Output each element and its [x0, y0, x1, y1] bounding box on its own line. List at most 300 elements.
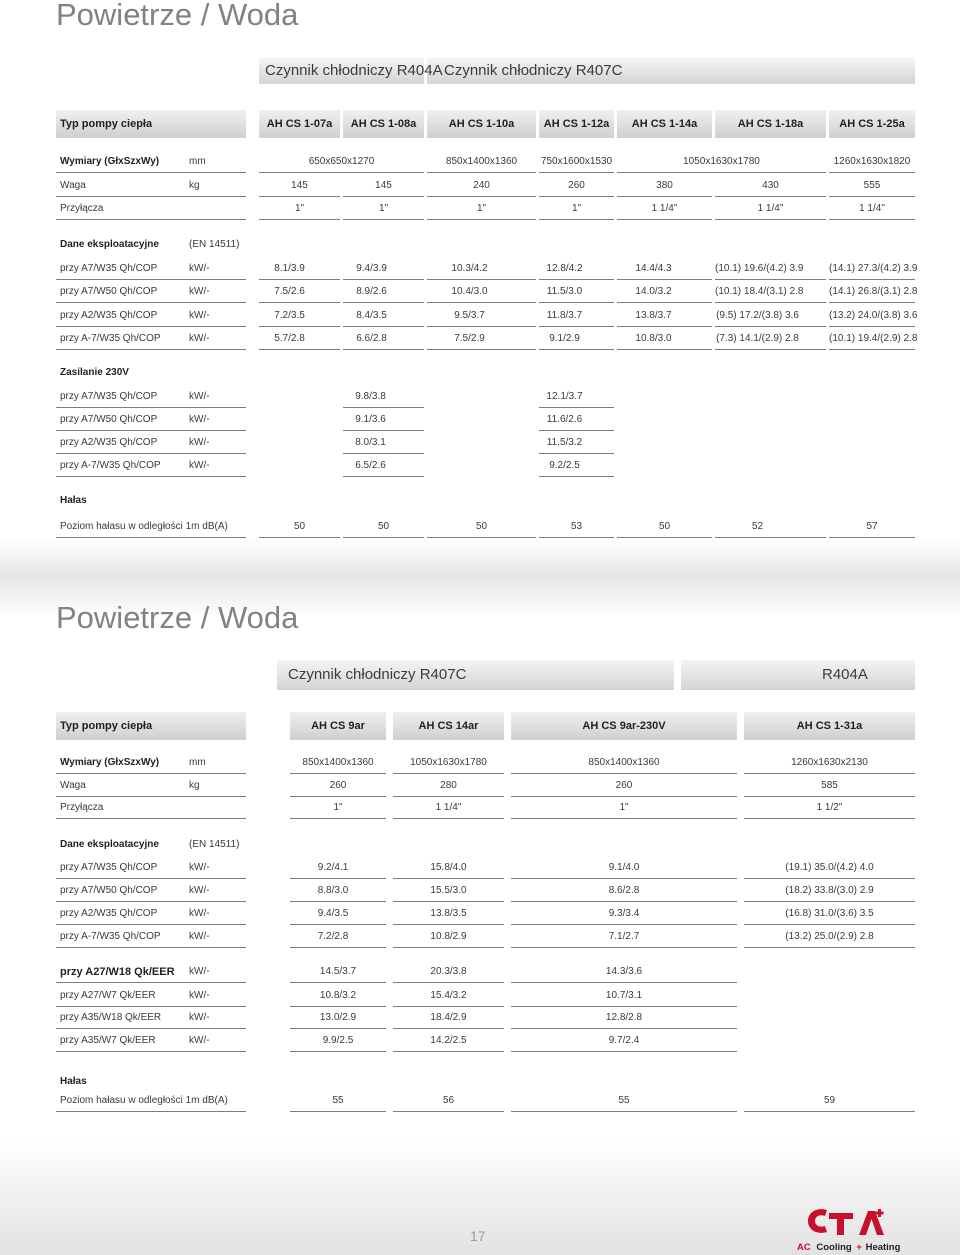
- value-cell: 12.8/4.2: [546, 263, 583, 274]
- operating-data-title: Dane eksploatacyjne: [60, 839, 159, 850]
- cell-rule: [393, 901, 504, 902]
- row-label: przy A7/W50 Qh/COP: [60, 286, 158, 297]
- row-unit: mm: [189, 757, 206, 768]
- value-cell: 1": [333, 802, 343, 813]
- cell-rule: [511, 901, 737, 902]
- row-label: przy A7/W50 Qh/COP: [60, 414, 158, 425]
- cell-rule: [617, 349, 712, 350]
- value-cell: 11.6/2.6: [546, 414, 583, 425]
- value-cell: 8.0/3.1: [355, 437, 386, 448]
- cell-rule: [829, 349, 915, 350]
- value-cell: (14.1) 27.3/(4.2) 3.9: [829, 263, 918, 274]
- value-cell: 260: [568, 180, 585, 191]
- row-unit: kW/-: [189, 885, 210, 896]
- label-rule: [56, 219, 246, 220]
- cell-rule: [343, 349, 424, 350]
- cell-rule: [511, 982, 737, 983]
- cell-rule: [617, 537, 712, 538]
- value-cell: 15.8/4.0: [430, 862, 467, 873]
- cell-rule: [259, 326, 340, 327]
- refrigerant-header-r404a-2: [681, 660, 915, 690]
- row-label: Przyłącza: [60, 802, 104, 813]
- label-rule: [56, 773, 246, 774]
- cell-rule: [744, 1111, 915, 1112]
- label-rule: [56, 302, 246, 303]
- refrigerant-label-r404a-2: R404A: [822, 666, 868, 683]
- cell-rule: [393, 878, 504, 879]
- row-label: przy A7/W35 Qh/COP: [60, 263, 158, 274]
- cell-rule: [617, 219, 712, 220]
- cell-rule: [744, 796, 915, 797]
- cell-rule: [829, 219, 915, 220]
- value-cell: 9.4/3.5: [317, 908, 349, 919]
- value-cell: 1 1/4": [435, 802, 462, 813]
- row-label: przy A-7/W35 Qh/COP: [60, 931, 161, 942]
- value-cell: 14.4/4.3: [635, 263, 672, 274]
- cell-rule: [539, 453, 614, 454]
- value-cell: 9.4/3.9: [356, 263, 387, 274]
- cell-rule: [343, 476, 424, 477]
- cell-rule: [539, 172, 614, 173]
- row-label: Waga: [60, 180, 86, 191]
- cell-rule: [343, 196, 424, 197]
- cell-rule: [393, 1051, 504, 1052]
- value-cell: 9.3/3.4: [608, 908, 640, 919]
- row-label: przy A35/W7 Qk/EER: [60, 1035, 156, 1046]
- row-label: Wymiary (GłxSzxWy): [60, 156, 160, 167]
- label-rule: [56, 924, 246, 925]
- cell-rule: [393, 796, 504, 797]
- table2-title: Powietrze / Woda: [56, 600, 299, 635]
- label-rule: [56, 947, 246, 948]
- value-cell: 10.8/3.2: [319, 990, 357, 1001]
- value-cell: 13.0/2.9: [319, 1012, 357, 1023]
- value-cell: 1": [619, 802, 629, 813]
- label-rule: [56, 1028, 246, 1029]
- table1-title: Powietrze / Woda: [56, 0, 299, 32]
- cell-rule: [343, 219, 424, 220]
- cell-rule: [427, 326, 536, 327]
- row-label: Wymiary (GłxSzxWy): [60, 757, 160, 768]
- model-header-label: AH CS 1-10a: [448, 118, 515, 130]
- cell-rule: [343, 407, 424, 408]
- noise-title: Hałas: [60, 1076, 87, 1087]
- value-cell: 5.7/2.8: [274, 333, 305, 344]
- value-cell: 555: [863, 180, 881, 191]
- cell-rule: [829, 196, 915, 197]
- value-cell: 11.5/3.2: [546, 437, 583, 448]
- label-rule: [56, 818, 246, 819]
- value-cell: 145: [291, 180, 308, 191]
- cell-rule: [744, 773, 915, 774]
- model-header-label: AH CS 1-12a: [543, 118, 610, 130]
- label-rule: [56, 407, 246, 408]
- cell-rule: [744, 878, 915, 879]
- noise-cell: 52: [751, 521, 764, 532]
- cell-rule: [744, 901, 915, 902]
- value-cell: 9.7/2.4: [608, 1035, 640, 1046]
- row-unit: kW/-: [189, 310, 210, 321]
- power-230v-title: Zasilanie 230V: [60, 367, 129, 378]
- dimension-cell: 1260x1630x1820: [833, 156, 911, 167]
- dimension-cell: 650x650x1270: [308, 156, 375, 167]
- value-cell: 10.3/4.2: [451, 263, 488, 274]
- cell-rule: [290, 878, 386, 879]
- row-label: przy A2/W35 Qh/COP: [60, 908, 158, 919]
- cell-rule: [829, 279, 915, 280]
- cell-rule: [511, 1028, 737, 1029]
- cell-rule: [427, 279, 536, 280]
- value-cell: 9.9/2.5: [322, 1035, 354, 1046]
- refrigerant-label-r407c-2: Czynnik chłodniczy R407C: [288, 666, 467, 683]
- page-number: 17: [470, 1228, 486, 1244]
- value-cell: 9.1/3.6: [355, 414, 386, 425]
- noise-cell: 50: [475, 521, 488, 532]
- label-rule: [56, 1006, 246, 1007]
- value-cell: 15.5/3.0: [430, 885, 467, 896]
- type-header-label: Typ pompy ciepła: [60, 720, 153, 732]
- value-cell: (18.2) 33.8/(3.0) 2.9: [785, 885, 874, 896]
- cell-rule: [290, 901, 386, 902]
- cell-rule: [829, 537, 915, 538]
- row-label: przy A7/W35 Qh/COP: [60, 862, 158, 873]
- cell-rule: [539, 279, 614, 280]
- value-cell: 9.2/2.5: [549, 460, 580, 471]
- model-header-label: AH CS 1-14a: [631, 118, 698, 130]
- cell-rule: [393, 982, 504, 983]
- noise-cell: 50: [293, 521, 306, 532]
- row-unit: kW/-: [189, 1012, 210, 1023]
- cell-rule: [343, 430, 424, 431]
- cell-rule: [511, 773, 737, 774]
- model-header-label: AH CS 14ar: [418, 720, 479, 732]
- cell-rule: [617, 302, 712, 303]
- label-rule: [56, 172, 246, 173]
- label-rule: [56, 1051, 246, 1052]
- row-unit: kW/-: [189, 460, 210, 471]
- cell-rule: [511, 878, 737, 879]
- cell-rule: [715, 326, 826, 327]
- model-header-label: AH CS 9ar-230V: [582, 720, 666, 732]
- logo-tagline: [797, 1242, 901, 1253]
- cell-rule: [511, 924, 737, 925]
- row-unit: kW/-: [189, 263, 210, 274]
- cell-rule: [715, 302, 826, 303]
- cell-rule: [393, 1111, 504, 1112]
- cell-rule: [290, 947, 386, 948]
- cell-rule: [715, 279, 826, 280]
- value-cell: (13.2) 24.0/(3.8) 3.6: [829, 310, 918, 321]
- cell-rule: [829, 326, 915, 327]
- value-cell: 9.1/4.0: [608, 862, 640, 873]
- value-cell: (14.1) 26.8/(3.1) 2.8: [829, 286, 918, 297]
- value-cell: 12.1/3.7: [546, 391, 583, 402]
- label-rule: [56, 453, 246, 454]
- row-unit: kW/-: [189, 908, 210, 919]
- value-cell: 6.6/2.8: [356, 333, 387, 344]
- value-cell: 260: [329, 780, 347, 791]
- model-header-label: AH CS 1-07a: [266, 118, 333, 130]
- value-cell: 1": [571, 203, 582, 214]
- value-cell: 850x1400x1360: [588, 757, 660, 768]
- value-cell: 20.3/3.8: [430, 966, 467, 977]
- value-cell: (13.2) 25.0/(2.9) 2.8: [785, 931, 874, 942]
- row-label: przy A2/W35 Qh/COP: [60, 437, 158, 448]
- row-unit: kg: [189, 780, 200, 791]
- cell-rule: [427, 172, 536, 173]
- row-label: Przyłącza: [60, 203, 104, 214]
- value-cell: 8.8/3.0: [317, 885, 349, 896]
- model-header-label: AH CS 1-31a: [796, 720, 863, 732]
- value-cell: 13.8/3.5: [430, 908, 467, 919]
- value-cell: 11.8/3.7: [546, 310, 583, 321]
- cell-rule: [393, 1028, 504, 1029]
- dimension-cell: 750x1600x1530: [540, 156, 613, 167]
- cell-rule: [427, 196, 536, 197]
- noise-cell: 57: [866, 521, 878, 532]
- cell-rule: [511, 818, 737, 819]
- cell-rule: [393, 773, 504, 774]
- noise-cell: 59: [823, 1095, 836, 1106]
- row-unit: kW/-: [189, 966, 210, 977]
- value-cell: 18.4/2.9: [430, 1012, 467, 1023]
- cell-rule: [511, 1111, 737, 1112]
- cell-rule: [259, 172, 424, 173]
- logo-plus-icon: +: [856, 1242, 862, 1253]
- value-cell: 145: [375, 180, 392, 191]
- value-cell: 8.6/2.8: [608, 885, 640, 896]
- row-label: przy A-7/W35 Qh/COP: [60, 460, 161, 471]
- cell-rule: [290, 796, 386, 797]
- cell-rule: [539, 219, 614, 220]
- row-unit: mm: [189, 156, 206, 167]
- cell-rule: [539, 349, 614, 350]
- value-cell: 7.2/2.8: [317, 931, 349, 942]
- value-cell: 1 1/4": [859, 203, 885, 214]
- value-cell: 1 1/4": [651, 203, 678, 214]
- value-cell: (10.1) 19.6/(4.2) 3.9: [715, 263, 804, 274]
- cell-rule: [290, 818, 386, 819]
- dimension-cell: 850x1400x1360: [445, 156, 518, 167]
- label-rule: [56, 1111, 246, 1112]
- cell-rule: [290, 982, 386, 983]
- row-unit: kW/-: [189, 437, 210, 448]
- value-cell: (16.8) 31.0/(3.6) 3.5: [785, 908, 874, 919]
- value-cell: 8.4/3.5: [356, 310, 387, 321]
- cell-rule: [393, 818, 504, 819]
- label-rule: [56, 349, 246, 350]
- cell-rule: [617, 172, 826, 173]
- value-cell: (10.1) 19.4/(2.9) 2.8: [829, 333, 918, 344]
- cell-rule: [290, 1111, 386, 1112]
- label-rule: [56, 796, 246, 797]
- cell-rule: [259, 537, 340, 538]
- cell-rule: [290, 1006, 386, 1007]
- value-cell: 9.5/3.7: [454, 310, 485, 321]
- cell-rule: [393, 947, 504, 948]
- logo-tagline-heating: Heating: [865, 1242, 901, 1253]
- label-rule: [56, 476, 246, 477]
- operating-data-standard: (EN 14511): [189, 239, 240, 250]
- cell-rule: [539, 407, 614, 408]
- row-label: przy A2/W35 Qh/COP: [60, 310, 158, 321]
- noise-cell: 55: [618, 1095, 630, 1106]
- cell-rule: [715, 349, 826, 350]
- value-cell: 10.4/3.0: [451, 286, 488, 297]
- label-rule: [56, 196, 246, 197]
- model-header-label: AH CS 9ar: [311, 720, 365, 732]
- row-label: Waga: [60, 780, 86, 791]
- value-cell: 380: [656, 180, 673, 191]
- value-cell: 240: [473, 180, 490, 191]
- cell-rule: [259, 196, 340, 197]
- value-cell: 850x1400x1360: [302, 757, 374, 768]
- noise-cell: 50: [658, 521, 671, 532]
- value-cell: 9.8/3.8: [355, 391, 386, 402]
- value-cell: 1260x1630x2130: [791, 757, 868, 768]
- cell-rule: [259, 279, 340, 280]
- logo-tagline-ac: AC: [797, 1242, 811, 1253]
- cell-rule: [343, 302, 424, 303]
- value-cell: 260: [615, 780, 633, 791]
- cell-rule: [744, 818, 915, 819]
- value-cell: 14.0/3.2: [635, 286, 672, 297]
- cell-rule: [511, 947, 737, 948]
- value-cell: 10.8/3.0: [635, 333, 672, 344]
- cell-rule: [617, 326, 712, 327]
- value-cell: 7.1/2.7: [608, 931, 640, 942]
- cell-rule: [290, 1028, 386, 1029]
- row-unit: kW/-: [189, 990, 210, 1001]
- value-cell: 1 1/2": [816, 802, 843, 813]
- type-header-label: Typ pompy ciepła: [60, 118, 153, 130]
- cell-rule: [539, 430, 614, 431]
- value-cell: 1": [476, 203, 487, 214]
- cell-rule: [539, 196, 614, 197]
- value-cell: 7.5/2.6: [274, 286, 305, 297]
- cell-rule: [539, 302, 614, 303]
- value-cell: 1": [378, 203, 389, 214]
- model-header-label: AH CS 1-25a: [839, 118, 905, 130]
- label-rule: [56, 326, 246, 327]
- value-cell: 10.8/2.9: [430, 931, 467, 942]
- noise-cell: 56: [442, 1095, 455, 1106]
- row-label: przy A-7/W35 Qh/COP: [60, 333, 161, 344]
- cell-rule: [539, 476, 614, 477]
- value-cell: 12.8/2.8: [605, 1012, 643, 1023]
- model-header-label: AH CS 1-08a: [350, 118, 417, 130]
- cell-rule: [511, 1006, 737, 1007]
- label-rule: [56, 537, 246, 538]
- cell-rule: [617, 279, 712, 280]
- cell-rule: [715, 219, 826, 220]
- cell-rule: [259, 302, 340, 303]
- cell-rule: [744, 924, 915, 925]
- value-cell: (19.1) 35.0/(4.2) 4.0: [785, 862, 874, 873]
- cell-rule: [290, 1051, 386, 1052]
- value-cell: 9.1/2.9: [549, 333, 580, 344]
- value-cell: 430: [762, 180, 779, 191]
- cell-rule: [511, 796, 737, 797]
- refrigerant-label-r407c: Czynnik chłodniczy R407C: [444, 62, 623, 79]
- value-cell: 10.7/3.1: [605, 990, 643, 1001]
- row-label: przy A27/W18 Qk/EER: [60, 966, 175, 978]
- value-cell: 8.1/3.9: [274, 263, 305, 274]
- cell-rule: [539, 326, 614, 327]
- cell-rule: [511, 1051, 737, 1052]
- row-unit: kW/-: [189, 286, 210, 297]
- cell-rule: [290, 773, 386, 774]
- value-cell: 9.2/4.1: [317, 862, 349, 873]
- label-rule: [56, 279, 246, 280]
- label-rule: [56, 982, 246, 983]
- value-cell: 280: [440, 780, 457, 791]
- value-cell: 7.5/2.9: [454, 333, 485, 344]
- row-unit: kW/-: [189, 862, 210, 873]
- label-rule: [56, 430, 246, 431]
- value-cell: (7.3) 14.1/(2.9) 2.8: [716, 333, 799, 344]
- refrigerant-label-r404a: Czynnik chłodniczy R404A: [265, 62, 443, 79]
- cell-rule: [427, 219, 536, 220]
- row-unit: kW/-: [189, 414, 210, 425]
- cell-rule: [829, 302, 915, 303]
- row-unit: kW/-: [189, 931, 210, 942]
- value-cell: 11.5/3.0: [546, 286, 583, 297]
- label-rule: [56, 901, 246, 902]
- row-unit: kW/-: [189, 1035, 210, 1046]
- operating-data-title: Dane eksploatacyjne: [60, 239, 159, 250]
- cell-rule: [715, 196, 826, 197]
- noise-title: Hałas: [60, 495, 87, 506]
- logo-tagline-cooling: Cooling: [816, 1242, 852, 1253]
- value-cell: 6.5/2.6: [355, 460, 386, 471]
- value-cell: 15.4/3.2: [430, 990, 467, 1001]
- noise-cell: 50: [377, 521, 390, 532]
- value-cell: 7.2/3.5: [274, 310, 305, 321]
- value-cell: 8.9/2.6: [356, 286, 387, 297]
- value-cell: 585: [821, 780, 838, 791]
- cell-rule: [715, 537, 826, 538]
- value-cell: 1050x1630x1780: [410, 757, 487, 768]
- value-cell: 1 1/4": [757, 203, 784, 214]
- value-cell: (10.1) 18.4/(3.1) 2.8: [715, 286, 804, 297]
- cell-rule: [259, 349, 340, 350]
- value-cell: 14.5/3.7: [319, 966, 357, 977]
- operating-data-standard: (EN 14511): [189, 839, 240, 850]
- dimension-cell: 1050x1630x1780: [683, 156, 760, 167]
- value-cell: 1": [294, 203, 305, 214]
- cell-rule: [539, 537, 614, 538]
- cell-rule: [343, 537, 424, 538]
- noise-label: Poziom hałasu w odległości 1m dB(A): [60, 521, 228, 532]
- noise-cell: 55: [332, 1095, 344, 1106]
- value-cell: 14.3/3.6: [605, 966, 643, 977]
- row-unit: kg: [189, 180, 200, 191]
- cta-logo: [793, 1205, 911, 1253]
- cell-rule: [617, 196, 712, 197]
- row-unit: kW/-: [189, 391, 210, 402]
- value-cell: 14.2/2.5: [430, 1035, 467, 1046]
- cell-rule: [343, 279, 424, 280]
- cell-rule: [290, 924, 386, 925]
- cell-rule: [393, 924, 504, 925]
- cell-rule: [343, 453, 424, 454]
- cell-rule: [259, 219, 340, 220]
- cell-rule: [393, 1006, 504, 1007]
- row-label: przy A35/W18 Qk/EER: [60, 1012, 162, 1023]
- row-label: przy A27/W7 Qk/EER: [60, 990, 156, 1001]
- cell-rule: [427, 537, 536, 538]
